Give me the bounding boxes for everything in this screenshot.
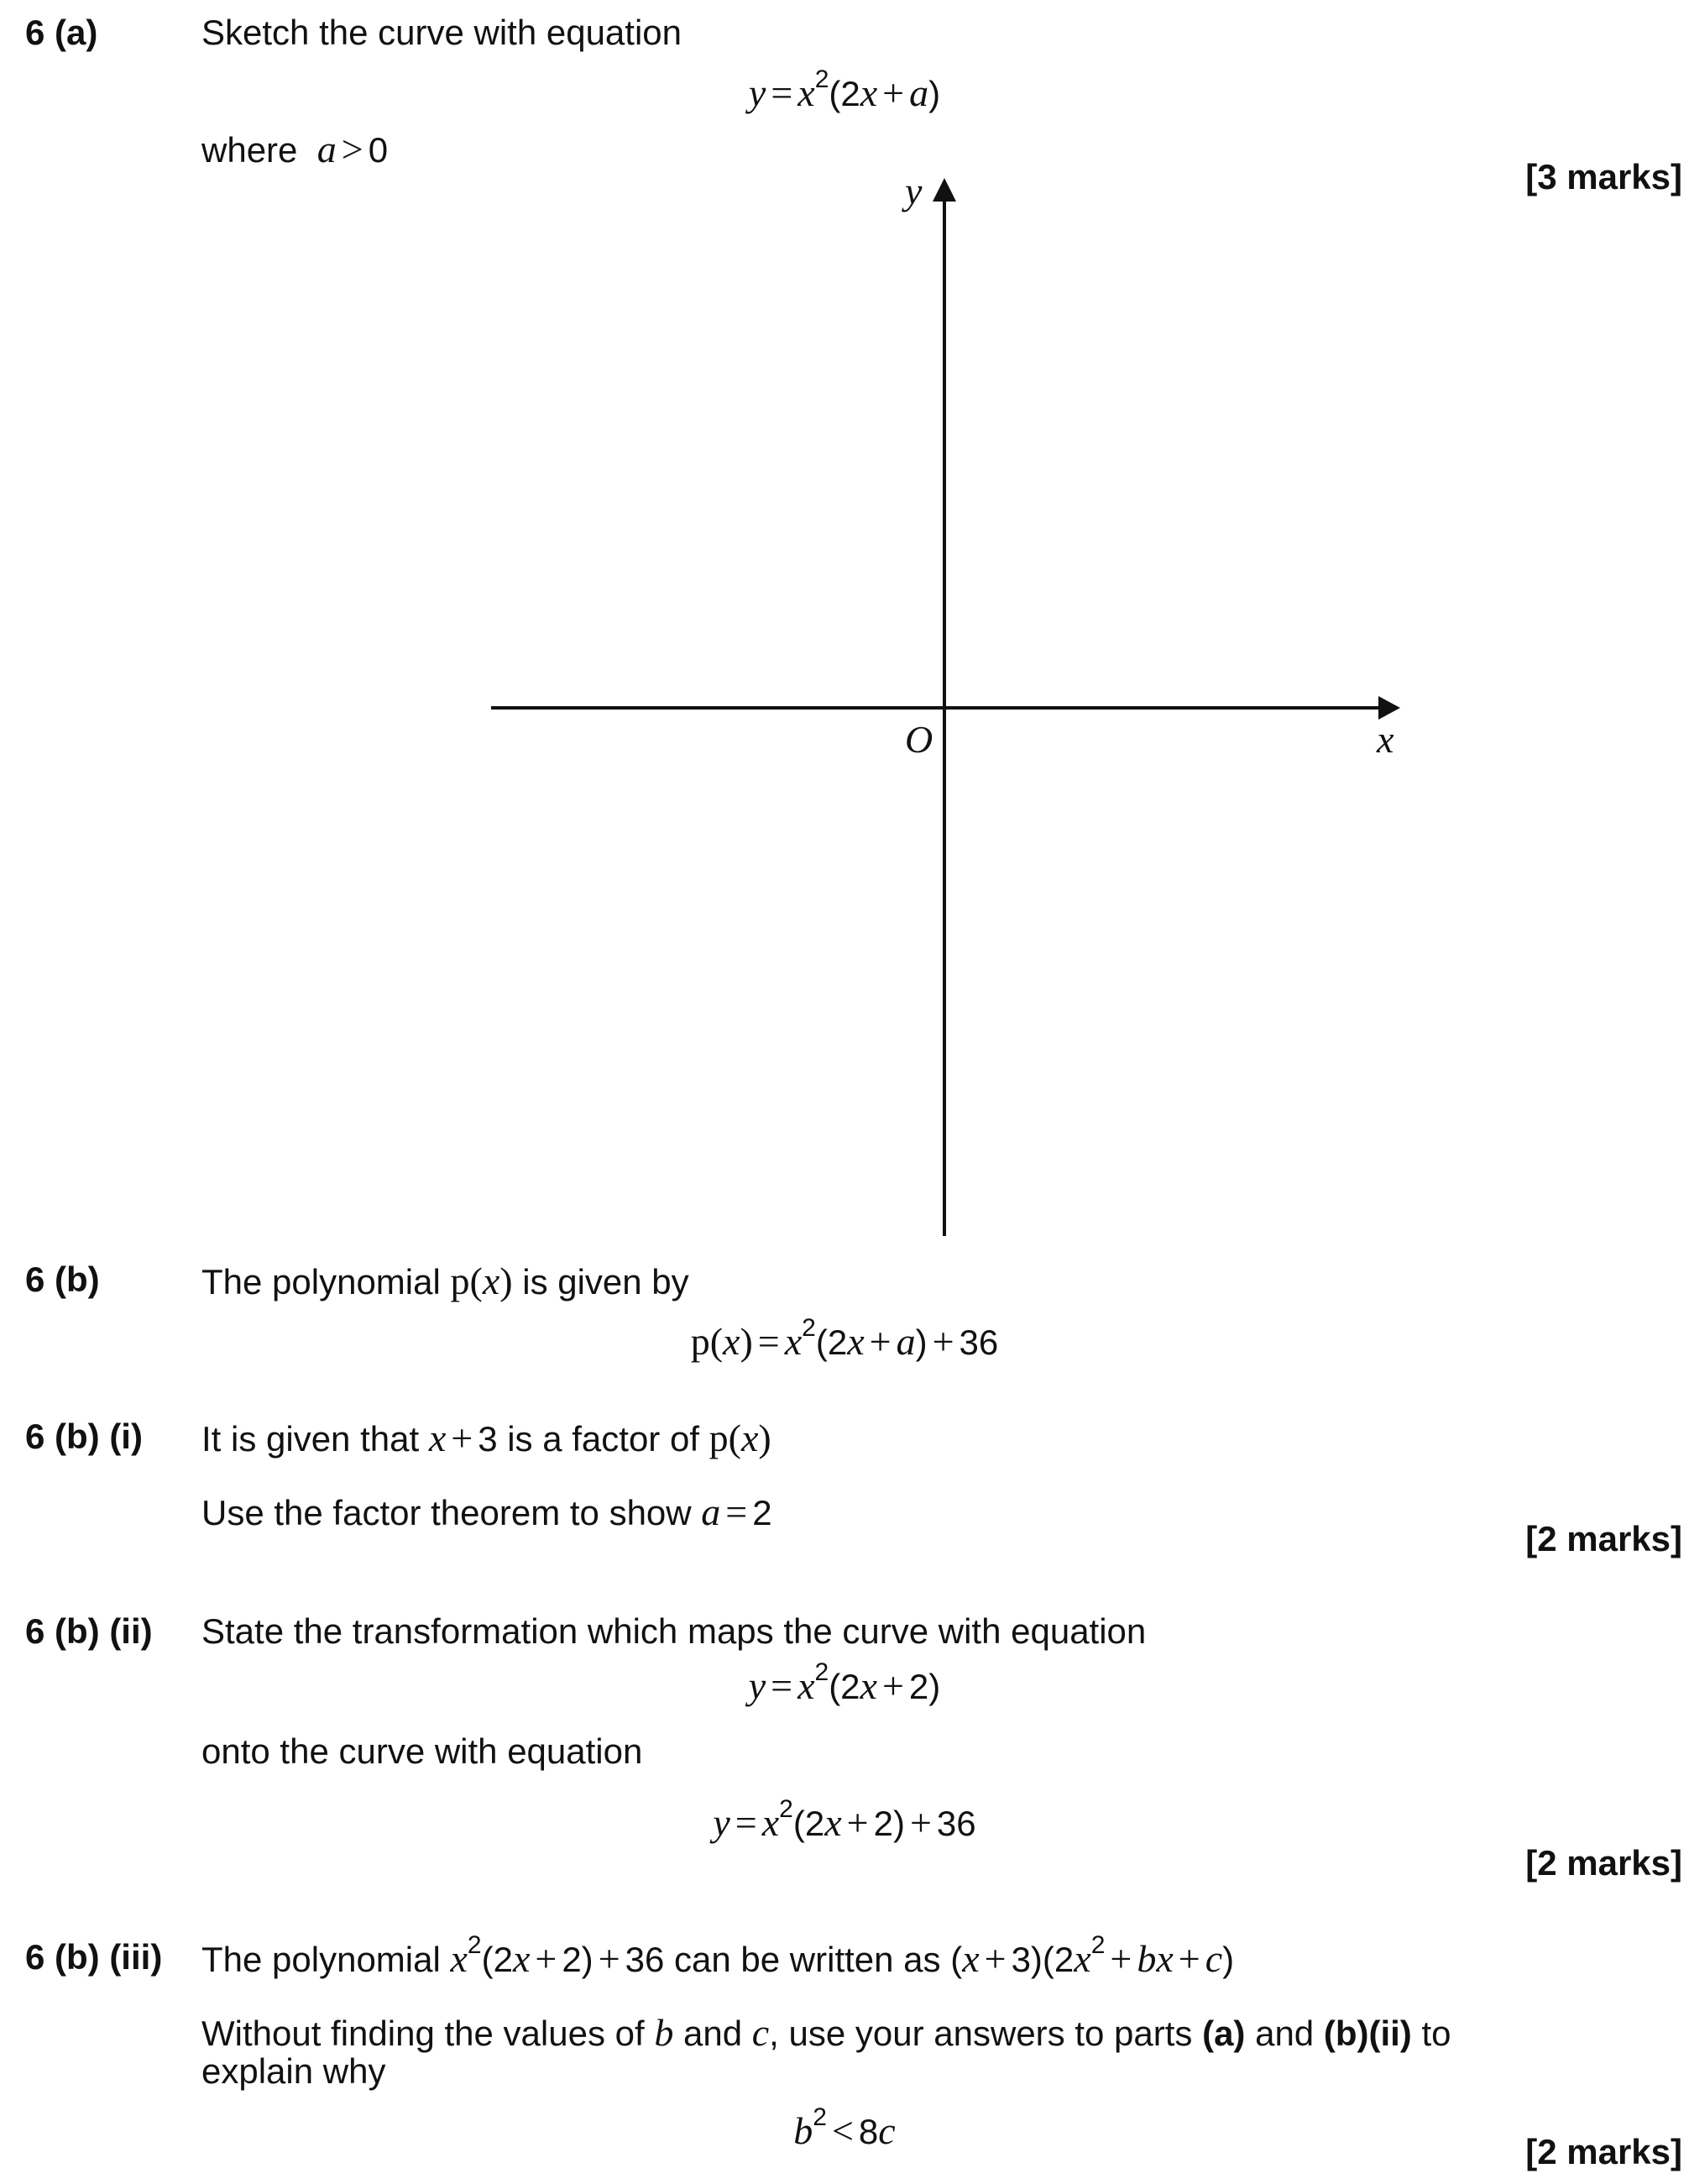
q6bii-text: State the transformation which maps the curve with equation [201,1611,1147,1651]
q6biii-line2-and2: and [1255,2014,1315,2053]
q6bi-text-2: is a factor of [507,1419,699,1459]
question-number-6bii: 6 (b) (ii) [25,1611,153,1651]
y-axis-arrowhead [933,178,956,202]
q6biii-line2-b: , use your answers to parts [769,2014,1193,2053]
q6biii-line1: The polynomial $x^2(2x + 2) + 36$ can be written as $(x + 3)(2x^2$ + bx + c) [201,1931,1235,1980]
q6biii-line2-a: Without finding the values of [201,2014,645,2053]
q6bii-equation-1: $y = x^2(2x + 2)$ [748,1658,941,1707]
q6biii-part-bii: (b)(ii) [1323,2014,1412,2053]
q6a-where-text: where [201,130,298,170]
q6bi-line1: It is given that x + 3 is a factor of p(x) [201,1417,771,1459]
q6b-intro: The polynomial p(x) is given by [201,1260,689,1302]
q6biii-marks: [2 marks] [1525,2132,1682,2171]
q6biii-line2-and: and [683,2014,743,2053]
q6bii-marks: [2 marks] [1525,1843,1682,1883]
question-number-6a: 6 (a) [25,13,98,52]
q6bi-text-1: It is given that [201,1419,420,1459]
question-number-6biii: 6 (b) (iii) [25,1937,163,1977]
q6biii-line2-to: to [1421,2014,1451,2053]
y-axis-label: y [905,170,923,212]
q6biii-line2: Without finding the values of b and c, use your answers to parts (a) and (b)(ii) to [201,2011,1451,2054]
q6biii-text-1: The polynomial [201,1940,441,1979]
q6b-equation: $p(x) = x^2(2x + a) + 36$ [690,1314,999,1363]
q6bii-equation-2: $y = x^2(2x + 2) + 36$ [713,1795,976,1844]
q6bi-marks: [2 marks] [1525,1519,1682,1558]
q6bi-line2-text: Use the factor theorem to show [201,1493,692,1532]
q6biii-text-2: can be written as [674,1940,941,1979]
q6a-instruction: Sketch the curve with equation [201,13,682,52]
origin-label: O [905,718,933,761]
q6a-marks: [3 marks] [1525,157,1682,196]
q6a-equation: $y = x^2(2x + a)$ [748,65,941,114]
q6b-text-2: is given by [522,1262,689,1301]
question-number-6bi: 6 (b) (i) [25,1417,143,1456]
x-axis-label: x [1377,718,1394,761]
q6a-condition: where a > 0 [201,128,389,170]
q6biii-part-a: (a) [1202,2014,1246,2053]
x-axis-arrowhead [1378,696,1400,720]
q6bii-onto: onto the curve with equation [201,1731,643,1771]
q6biii-line3: explain why [201,2051,386,2091]
q6biii-inequality: $b^2 < 8c$ [793,2103,896,2152]
q6b-text-1: The polynomial [201,1262,441,1301]
q6bi-line2: Use the factor theorem to show a = 2 [201,1490,772,1533]
question-number-6b: 6 (b) [25,1260,100,1299]
